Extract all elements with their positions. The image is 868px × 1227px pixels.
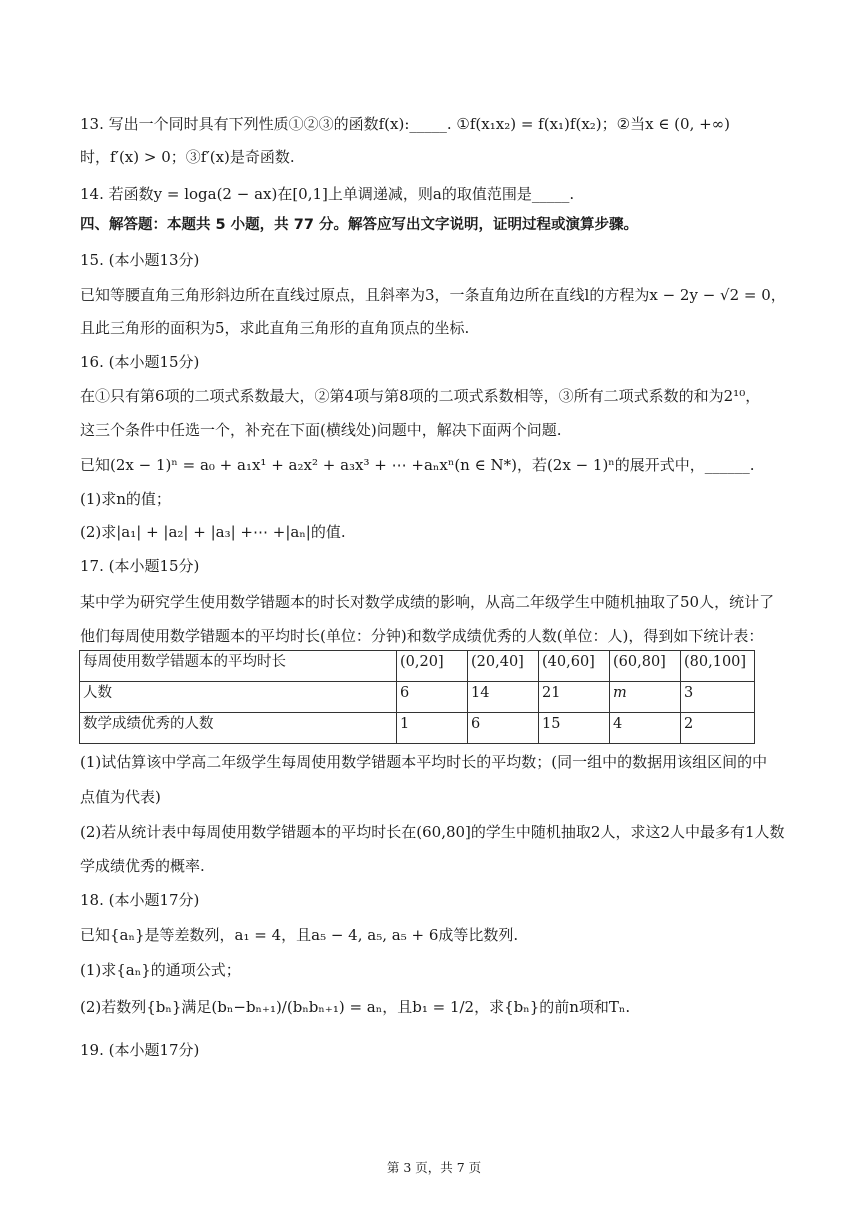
q18-heading: 18. (本小题17分) bbox=[80, 891, 200, 909]
q17-part2-line2: 学成绩优秀的概率. bbox=[80, 857, 205, 875]
table-row bbox=[80, 651, 755, 682]
q14-line: 14. 若函数y = loga(2 − ax)在[0,1]上单调递减，则a的取值范围是_____. bbox=[80, 185, 575, 203]
table-cell: m bbox=[610, 682, 681, 713]
q18-part2: (2)若数列{bₙ}满足(bₙ−bₙ₊₁)/(bₙbₙ₊₁) = aₙ，且b₁ = 1/2，求{bₙ}的前n项和Tₙ. bbox=[80, 998, 631, 1016]
statistics-table bbox=[79, 650, 755, 744]
q17-part2-line1: (2)若从统计表中每周使用数学错题本的平均时长在(60,80]的学生中随机抽取2人，求这2人中最多有1人数 bbox=[80, 823, 785, 841]
section4-heading: 四、解答题：本题共 5 小题，共 77 分。解答应写出文字说明，证明过程或演算步骤。 bbox=[80, 217, 638, 233]
table-cell: (20,40] bbox=[468, 651, 539, 682]
table-cell: 21 bbox=[539, 682, 610, 713]
table-cell: 15 bbox=[539, 713, 610, 744]
q17-line1: 某中学为研究学生使用数学错题本的时长对数学成绩的影响，从高二年级学生中随机抽取了50人，统计了 bbox=[80, 593, 775, 611]
q15-line1: 已知等腰直角三角形斜边所在直线过原点，且斜率为3，一条直角边所在直线l的方程为x − 2y − √2 = 0， bbox=[80, 286, 786, 304]
table-cell: 14 bbox=[468, 682, 539, 713]
table-cell: 1 bbox=[397, 713, 468, 744]
q17-heading: 17. (本小题15分) bbox=[80, 557, 200, 575]
q17-line2: 他们每周使用数学错题本的平均时长(单位：分钟)和数学成绩优秀的人数(单位：人)，得到如下统计表： bbox=[80, 627, 764, 645]
table-cell: 人数 bbox=[80, 682, 397, 713]
table-cell: 每周使用数学错题本的平均时长 bbox=[80, 651, 397, 682]
q13-line2: 时，f′(x) > 0；③f′(x)是奇函数. bbox=[80, 148, 295, 166]
table-cell: (80,100] bbox=[681, 651, 755, 682]
q17-part1-line2: 点值为代表) bbox=[80, 788, 161, 806]
table-cell: 数学成绩优秀的人数 bbox=[80, 713, 397, 744]
q13-line1: 13. 写出一个同时具有下列性质①②③的函数f(x):_____. ①f(x₁x₂) = f(x₁)f(x₂)；②当x ∈ (0, +∞) bbox=[80, 115, 731, 133]
q16-heading: 16. (本小题15分) bbox=[80, 353, 200, 371]
table-cell: (40,60] bbox=[539, 651, 610, 682]
q15-heading: 15. (本小题13分) bbox=[80, 251, 200, 269]
q15-line2: 且此三角形的面积为5，求此直角三角形的直角顶点的坐标. bbox=[80, 319, 470, 337]
q16-line1: 在①只有第6项的二项式系数最大，②第4项与第8项的二项式系数相等，③所有二项式系数的和为2¹⁰， bbox=[80, 387, 761, 405]
table-cell: 6 bbox=[397, 682, 468, 713]
table-cell: 2 bbox=[681, 713, 755, 744]
q16-line2: 这三个条件中任选一个，补充在下面(横线处)问题中，解决下面两个问题. bbox=[80, 421, 562, 439]
q18-part1: (1)求{aₙ}的通项公式； bbox=[80, 961, 241, 979]
table-cell: 3 bbox=[681, 682, 755, 713]
table-cell: 4 bbox=[610, 713, 681, 744]
page-footer: 第 3 页，共 7 页 bbox=[386, 1160, 482, 1175]
table-row bbox=[80, 713, 755, 744]
q16-part2: (2)求|a₁| + |a₂| + |a₃| +⋯ +|aₙ|的值. bbox=[80, 523, 346, 541]
table-row bbox=[80, 682, 755, 713]
q18-line1: 已知{aₙ}是等差数列，a₁ = 4，且a₅ − 4, a₅, a₅ + 6成等比数列. bbox=[80, 926, 519, 944]
q19-heading: 19. (本小题17分) bbox=[80, 1041, 200, 1059]
q16-line3: 已知(2x − 1)ⁿ = a₀ + a₁x¹ + a₂x² + a₃x³ + ⋯ +aₙxⁿ(n ∈ N*)，若(2x − 1)ⁿ的展开式中，______. bbox=[80, 456, 755, 474]
table-cell: (60,80] bbox=[610, 651, 681, 682]
q17-part1-line1: (1)试估算该中学高二年级学生每周使用数学错题本平均时长的平均数；(同一组中的数据用该组区间的中 bbox=[80, 753, 768, 771]
table-cell: 6 bbox=[468, 713, 539, 744]
q16-part1: (1)求n的值； bbox=[80, 490, 171, 508]
table-cell: (0,20] bbox=[397, 651, 468, 682]
